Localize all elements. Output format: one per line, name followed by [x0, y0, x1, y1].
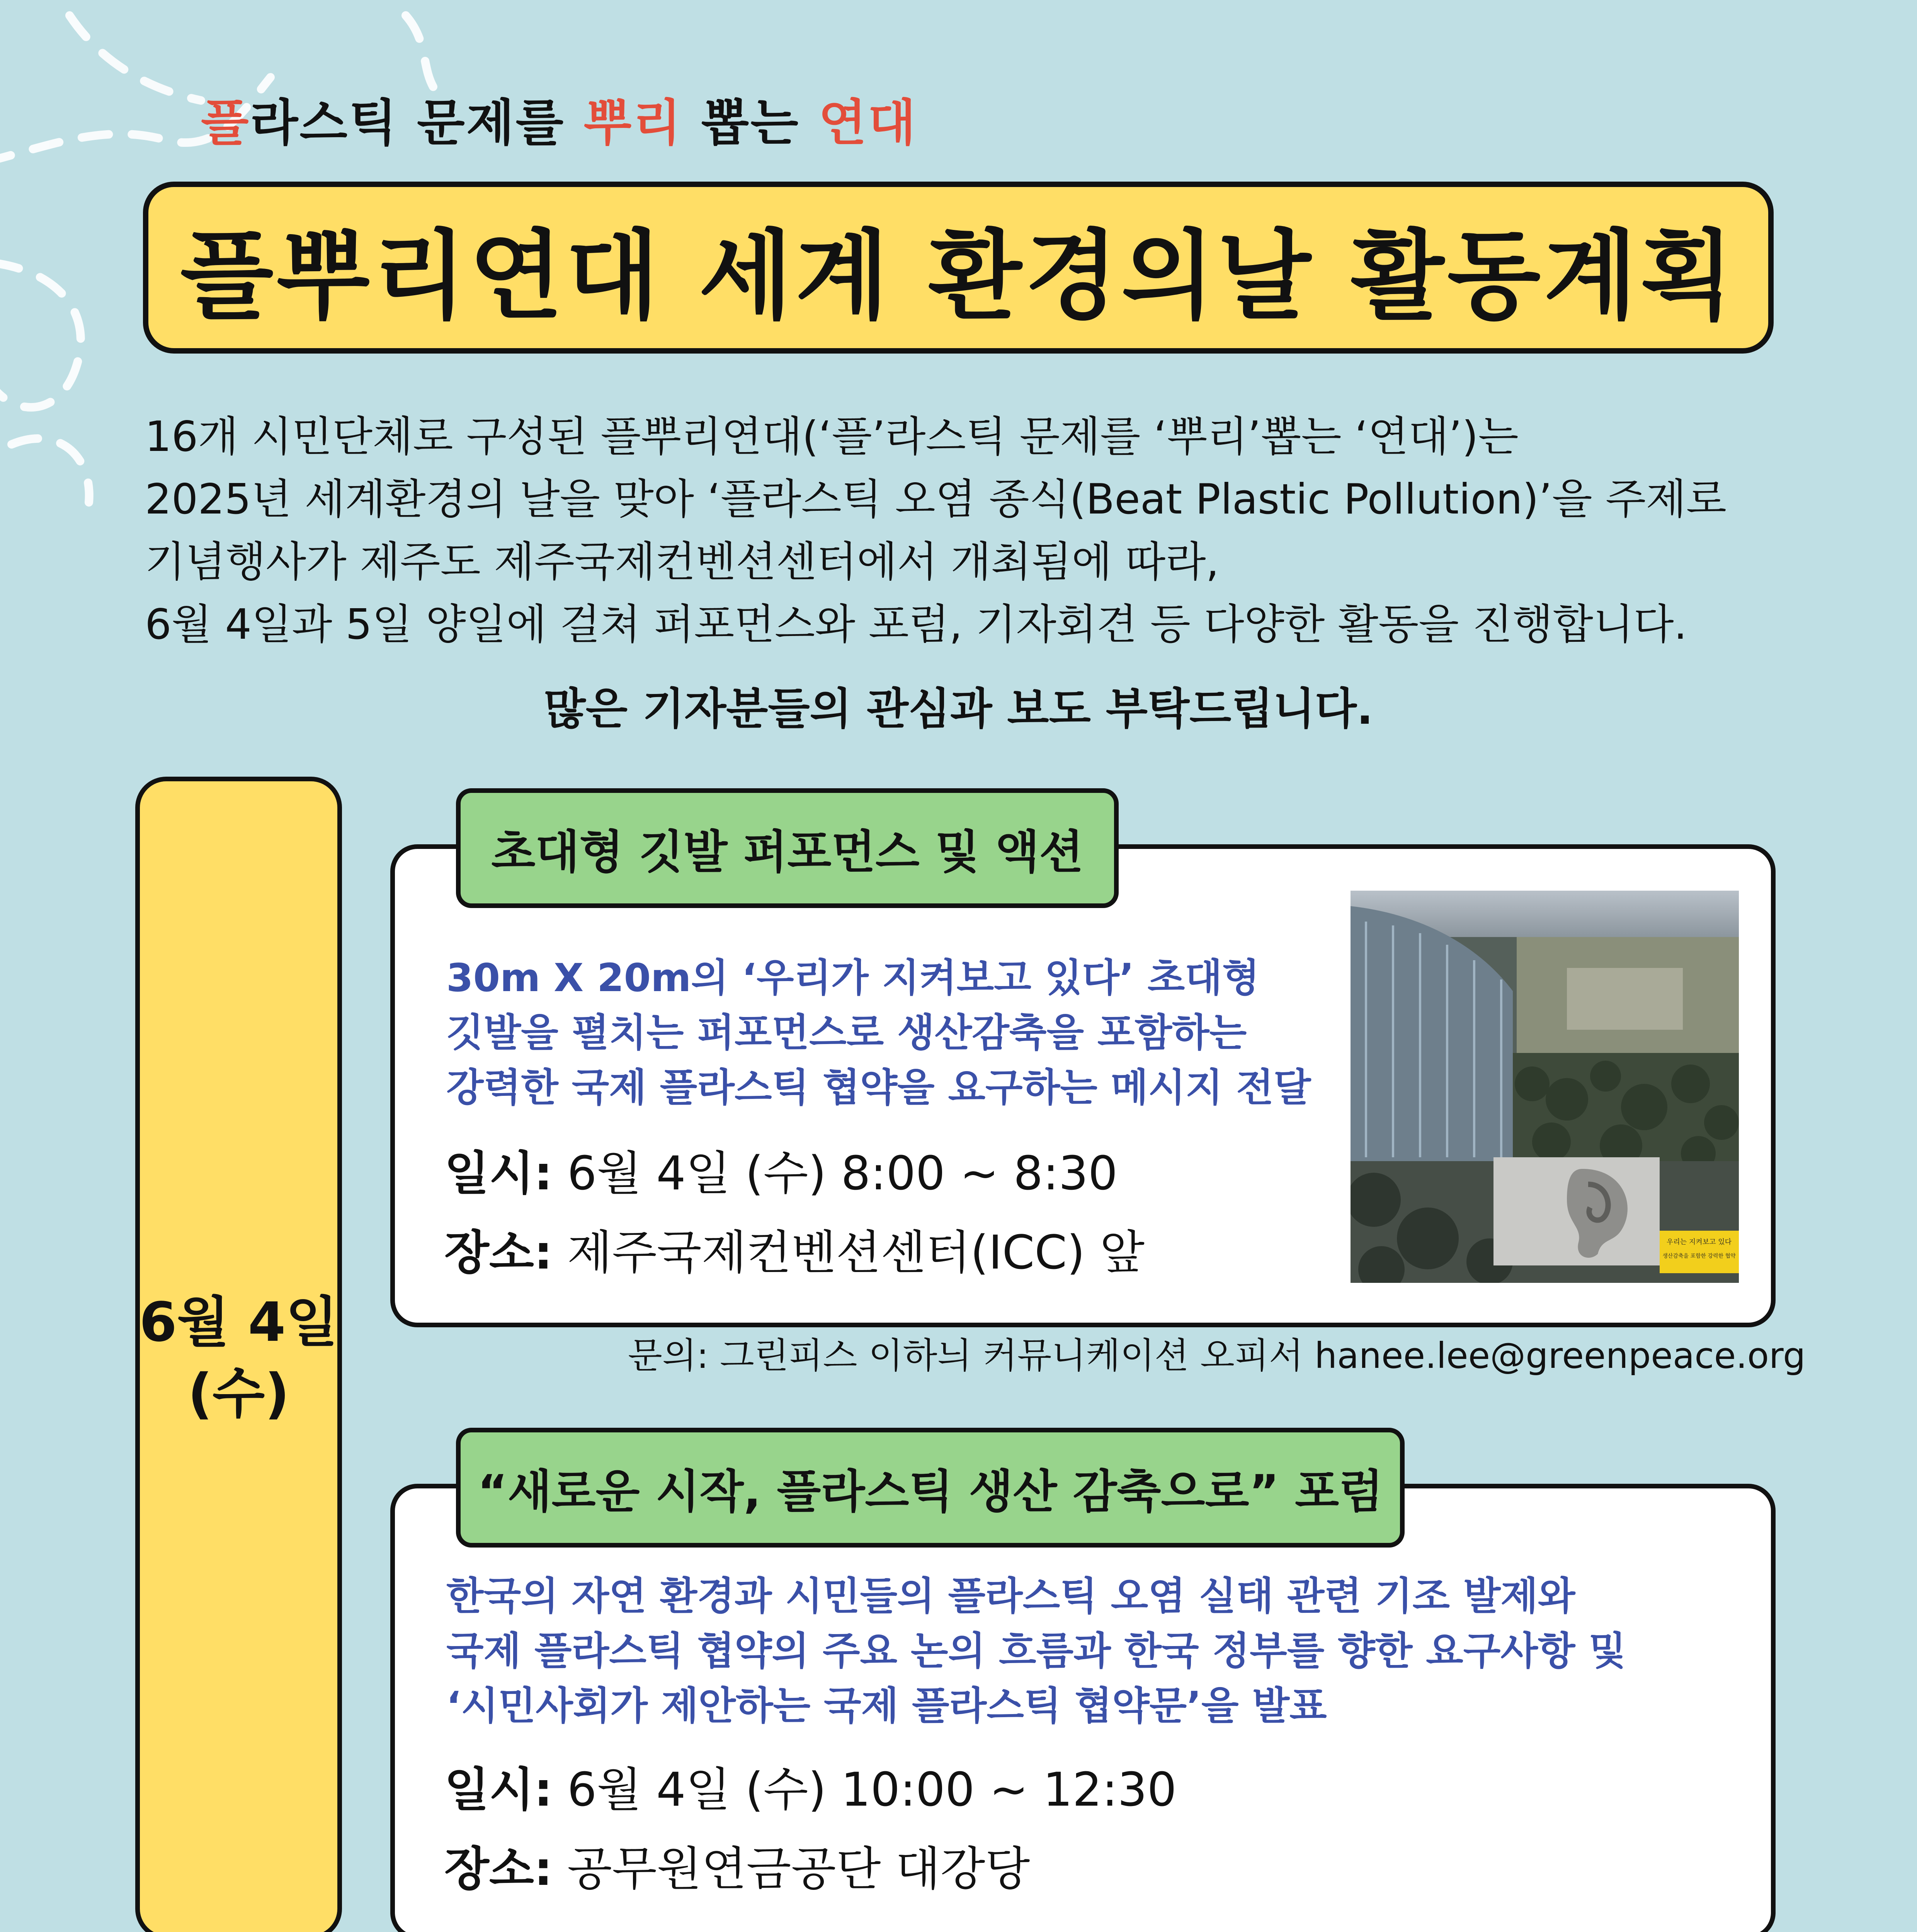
place-value: 제주국제컨벤션센터(ICC) 앞 [552, 1226, 1145, 1280]
tagline-part: 연대 [818, 94, 917, 152]
intro-line: 2025년 세계환경의 날을 맞아 ‘플라스틱 오염 종식(Beat Plastic Pollution)’을 주제로 [145, 475, 1727, 524]
tagline-part: 라스틱 문제를 [250, 94, 584, 152]
description-line: 한국의 자연 환경과 시민들의 플라스틱 오염 실태 관련 기조 발제와 [446, 1573, 1575, 1619]
intro-line: 기념행사가 제주도 제주국제컨벤션센터에서 개최됨에 따라, [145, 538, 1219, 586]
intro-line: 6월 4일과 5일 양일에 걸쳐 퍼포먼스와 포럼, 기자회견 등 다양한 활동을 진행합니다. [145, 600, 1687, 649]
event-schedule [444, 1134, 1145, 1293]
event-place [444, 1213, 1145, 1293]
place-label: 장소: [444, 1226, 553, 1280]
tagline-part: 뿌리 [583, 94, 682, 152]
event-contact: 문의: 그린피스 이하늬 커뮤니케이션 오피서 hanee.lee@greenpeace.org [628, 1335, 1806, 1376]
event-title: “새로운 시작, 플라스틱 생산 감축으로” 포럼 [477, 1465, 1383, 1518]
description-line: 국제 플라스틱 협약의 주요 논의 흐름과 한국 정부를 향한 요구사항 및 [446, 1628, 1626, 1673]
tagline-part: 뽑는 [682, 94, 819, 152]
time-value: 6월 4일 (수) 8:00 ~ 8:30 [552, 1147, 1118, 1201]
photo-caption-line: 우리는 지켜보고 있다 [1667, 1238, 1732, 1246]
place-label: 장소: [444, 1842, 553, 1896]
date-label: 6월 4일 [139, 1291, 338, 1354]
time-value: 6월 4일 (수) 10:00 ~ 12:30 [552, 1763, 1177, 1817]
event-title-label [456, 1428, 1405, 1548]
event-photo [1351, 891, 1739, 1283]
time-label: 일시: [444, 1763, 553, 1817]
place-value: 공무원연금공단 대강당 [552, 1842, 1030, 1896]
event-title: 초대형 깃발 퍼포먼스 및 액션 [491, 825, 1084, 879]
page-title: 플뿌리연대 세계 환경의날 활동계획 [180, 219, 1737, 332]
tagline-part: 플 [201, 94, 250, 152]
intro-paragraph [145, 406, 1806, 656]
event-schedule [444, 1750, 1177, 1909]
tagline [201, 83, 917, 152]
date-box-june-4 [135, 777, 342, 1932]
intro-line: 16개 시민단체로 구성된 플뿌리연대(‘플’라스틱 문제를 ‘뿌리’뽑는 ‘연대’)는 [145, 413, 1519, 461]
event-description [446, 1569, 1626, 1733]
description-line: 깃발을 펼치는 퍼포먼스로 생산감축을 포함하는 [446, 1010, 1247, 1055]
weekday-label: (수) [187, 1362, 290, 1425]
event-title-label [456, 788, 1119, 908]
description-line: ‘시민사회가 제안하는 국제 플라스틱 협약문’을 발표 [446, 1683, 1327, 1728]
event-time [444, 1750, 1177, 1830]
description-line: 30m X 20m의 ‘우리가 지켜보고 있다’ 초대형 [446, 955, 1260, 1000]
event-place [444, 1830, 1177, 1909]
description-line: 강력한 국제 플라스틱 협약을 요구하는 메시지 전달 [446, 1065, 1311, 1110]
title-banner [143, 182, 1774, 354]
event-time [444, 1134, 1145, 1213]
press-request: 많은 기자분들의 관심과 보도 부탁드립니다. [544, 684, 1373, 734]
photo-caption-line: 생산감축을 포함한 강력한 협약 [1662, 1253, 1736, 1259]
event-description [446, 951, 1311, 1115]
time-label: 일시: [444, 1147, 553, 1201]
